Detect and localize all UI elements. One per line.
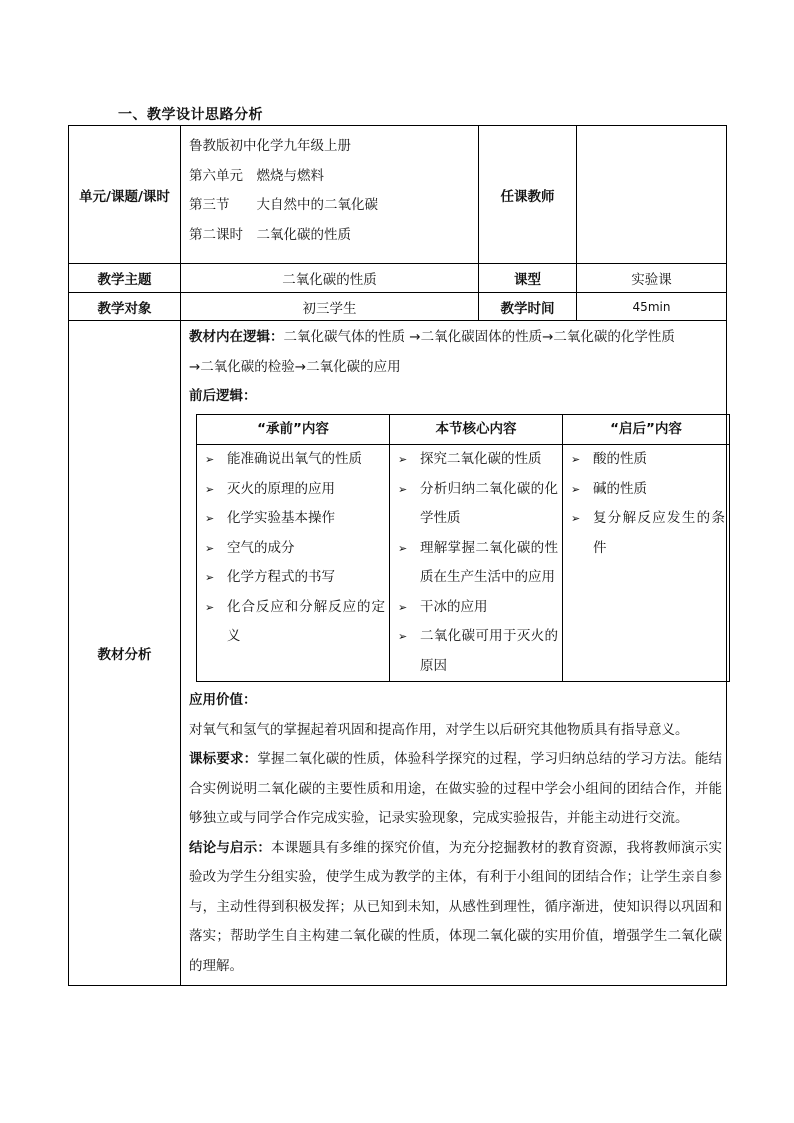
list-item-text: 能准确说出氧气的性质: [227, 451, 362, 467]
teacher-value: [577, 126, 727, 264]
column-header: 本节核心内容: [390, 414, 563, 445]
unit-lines: [181, 126, 479, 264]
list-item: [567, 504, 725, 563]
unit-line: 鲁教版初中化学九年级上册: [189, 138, 351, 154]
column-header: “启后”内容: [563, 414, 730, 445]
unit-row: [69, 126, 727, 264]
target-value: 初三学生: [181, 293, 479, 321]
list-item-text: 复分解反应发生的条件: [593, 510, 725, 556]
arrow-bullet-icon: ➢: [398, 630, 408, 643]
standard-paragraph: [189, 745, 722, 834]
list-item: [201, 593, 385, 652]
list-item-text: 空气的成分: [227, 539, 295, 556]
standard-label: 课标要求：: [189, 751, 258, 767]
conclusion-paragraph: [189, 834, 722, 982]
list-item: [201, 504, 385, 534]
logic-label: 教材内在逻辑：: [189, 329, 284, 345]
unit-line: 第六单元 燃烧与燃料: [189, 167, 324, 184]
logic-text: 二氧化碳气体的性质 →二氧化碳固体的性质→二氧化碳的化学性质: [283, 329, 675, 345]
type-value: 实验课: [577, 264, 727, 293]
target-row: [69, 293, 727, 321]
prior-column: [197, 445, 390, 682]
list-item: [394, 445, 558, 475]
following-column: [563, 445, 730, 682]
analysis-label: 教材分析: [69, 321, 181, 986]
arrow-bullet-icon: ➢: [205, 571, 215, 584]
sequence-label-text: 前后逻辑：: [189, 388, 257, 404]
list-item: [394, 475, 558, 534]
arrow-bullet-icon: ➢: [398, 453, 408, 466]
target-label: 教学对象: [69, 293, 181, 321]
logic-line-2: →二氧化碳的检验→二氧化碳的应用: [189, 358, 401, 375]
unit-line: 第二课时 二氧化碳的性质: [189, 226, 351, 243]
list-item-text: 碱的性质: [593, 480, 647, 497]
list-item: [567, 445, 725, 475]
teacher-label: 任课教师: [479, 126, 577, 264]
unit-line: 第三节 大自然中的二氧化碳: [189, 197, 378, 213]
time-value: 45min: [577, 293, 727, 321]
arrow-bullet-icon: ➢: [205, 541, 215, 555]
list-item-text: 化合反应和分解反应的定义: [227, 598, 385, 644]
list-item-text: 分析归纳二氧化碳的化学性质: [420, 480, 558, 526]
list-item: [201, 445, 385, 475]
list-item: [201, 534, 385, 564]
arrow-bullet-icon: ➢: [205, 600, 215, 614]
theme-label: 教学主题: [69, 264, 181, 293]
list-item-text: 干冰的应用: [420, 598, 488, 615]
list-item: [394, 622, 558, 681]
column-header: “承前”内容: [197, 414, 390, 445]
value-label: [189, 686, 722, 716]
lesson-design-table: [68, 125, 727, 986]
arrow-bullet-icon: ➢: [398, 482, 408, 496]
list-item-text: 灭火的原理的应用: [227, 480, 335, 497]
sequence-table: [196, 414, 730, 683]
conclusion-label: 结论与启示：: [189, 839, 272, 856]
standard-text: 掌握二氧化碳的性质，体验科学探究的过程，学习归纳总结的学习方法。能结合实例说明二氧化碳的主要性质和用途，在做实验的过程中学会小组间的团结合作，并能够独立或与同学合作完成实验，记录实验现象，完成实验报告，并能主动进行交流。: [189, 751, 723, 826]
core-column: [390, 445, 563, 682]
list-item-text: 二氧化碳可用于灭火的原因: [420, 628, 558, 674]
list-item: [394, 593, 558, 623]
arrow-bullet-icon: ➢: [398, 541, 408, 555]
list-item-text: 理解掌握二氧化碳的性质在生产生活中的应用: [420, 539, 558, 585]
list-item-text: 化学实验基本操作: [227, 510, 335, 526]
list-item-text: 探究二氧化碳的性质: [420, 451, 542, 467]
time-label: 教学时间: [479, 293, 577, 321]
arrow-bullet-icon: ➢: [205, 453, 215, 466]
value-label-text: 应用价值：: [189, 692, 257, 708]
list-item: [201, 475, 385, 505]
list-item-text: 酸的性质: [593, 451, 647, 467]
analysis-content: [181, 321, 727, 986]
arrow-bullet-icon: ➢: [398, 600, 408, 614]
arrow-bullet-icon: ➢: [571, 482, 581, 496]
arrow-bullet-icon: ➢: [205, 512, 215, 525]
arrow-bullet-icon: ➢: [205, 482, 215, 496]
type-label: 课型: [479, 264, 577, 293]
list-item-text: 化学方程式的书写: [227, 569, 335, 585]
list-item: [394, 534, 558, 593]
theme-row: [69, 264, 727, 293]
section-heading: 一、教学设计思路分析: [118, 107, 263, 123]
analysis-row: [69, 321, 727, 986]
value-text: 对氧气和氢气的掌握起着巩固和提高作用，对学生以后研究其他物质具有指导意义。: [189, 721, 689, 738]
arrow-bullet-icon: ➢: [571, 453, 581, 466]
conclusion-text: 本课题具有多维的探究价值，为充分挖掘教材的教育资源，我将教师演示实验改为学生分组实验，使学生成为教学的主体，有利于小组间的团结合作；让学生亲自参与，主动性得到积极发挥；从已知到未知，从感性到理性，循序渐进，使知识得以巩固和落实；帮助学生自主构建二氧化碳的性质，体现二氧化碳的实用价值，增强学生二氧化碳的理解。: [189, 839, 723, 974]
list-item: [201, 563, 385, 593]
logic-line: [189, 323, 722, 353]
list-item: [567, 475, 725, 505]
theme-value: 二氧化碳的性质: [181, 264, 479, 293]
unit-label: 单元/课题/课时: [69, 126, 181, 264]
arrow-bullet-icon: ➢: [571, 512, 581, 525]
sequence-label: [189, 382, 722, 412]
